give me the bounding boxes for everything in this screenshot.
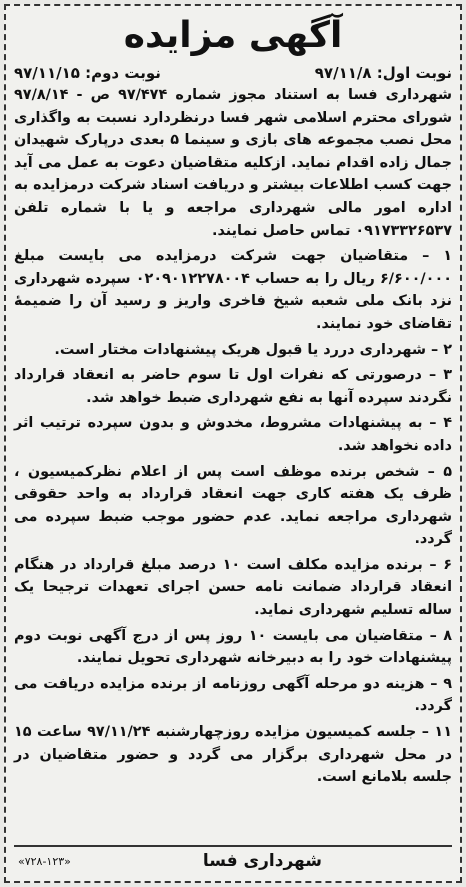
condition-item: ۱۱ – جلسه کمیسیون مزایده روزچهارشنبه ۹۷/۱۱/۲۴ ساعت ۱۵ در محل شهرداری برگزار می گردد و حضور متقاضیان در جلسه بلامانع است. [14, 724, 452, 786]
notice-footer [14, 845, 452, 875]
condition-item: ۱ – متقاضیان جهت شرکت درمزایده می بایست مبلغ ۶/۶۰۰/۰۰۰ ریال را به حساب ۰۲۰۹۰۱۲۲۷۸۰۰۴ سپرده شهرداری نزد بانک ملی شعبه شیخ فاخری واریز و رسید آن را ضمیمۀ تقاضای خود نمایند. [14, 248, 453, 332]
signature: شهرداری فسا [202, 851, 322, 871]
second-turn-date: نوبت دوم: ۹۷/۱۱/۱۵ [14, 64, 161, 82]
first-turn-date: نوبت اول: ۹۷/۱۱/۸ [314, 64, 452, 82]
condition-item: ۶ – برنده مزایده مکلف است ۱۰ درصد مبلغ قرارداد در هنگام انعقاد قرارداد ضمانت نامه حسن اجرای تعهدات ترجیحا یک ساله تسلیم شهرداری نماید. [14, 556, 453, 619]
condition-item: ۵ – شخص برنده موظف است پس از اعلام نظرکمیسیون ، ظرف یک هفته کاری جهت انعقاد قرارداد به واحد حقوقی شهرداری مراجعه نماید. عدم حضور موجب ضبط سپرده می گردد. [14, 463, 452, 548]
intro-paragraph: شهرداری فسا به استناد مجوز شماره ۹۷/۴۷۴ ص - ۹۷/۸/۱۴ شورای محترم اسلامی شهر فسا درنظردارد نسبت به واگذاری محل نصب مجموعه های بازی و سینما ۵ بعدی درپارک شهیدان جمال زاده اقدام نماید. ازکلیه متقاضیان دعوت به عمل می آید جهت کسب اطلاعات بیشتر و دریافت اسناد شرکت درمزایده به اداره امور مالی شهرداری مراجعه و یا با شماره تلفن ۰۹۱۷۳۳۲۶۵۳۷ تماس حاصل نمایند. [14, 87, 452, 239]
condition-item: ۸ – متقاضیان می بایست ۱۰ روز پس از درج آگهی نوبت دوم پیشنهادات خود را به دبیرخانه شهرداری تحویل نمایند. [14, 627, 452, 667]
turn-dates [14, 62, 452, 84]
conditions-list [14, 245, 452, 789]
condition-item: ۲ – شهرداری دررد یا قبول هریک پیشنهادات مختار است. [54, 341, 452, 358]
condition-item: ۴ – به پیشنهادات مشروط، مخدوش و بدون سپرده ترتیب اثر داده نخواهد شد. [14, 415, 452, 454]
condition-item: ۹ – هزینه دو مرحله آگهی روزنامه از برنده مزایده دریافت می گردد. [14, 675, 452, 715]
notice-code: «۷۲۸-۱۲۳» [18, 854, 71, 868]
notice-content [14, 12, 452, 875]
notice-title: آگهی مزایده [123, 15, 343, 56]
notice-page [4, 4, 462, 883]
condition-item: ۳ – درصورتی که نفرات اول تا سوم حاضر به انعقاد قرارداد نگردند سپرده آنها به نفع شهرداری ضبط خواهد شد. [14, 367, 452, 406]
